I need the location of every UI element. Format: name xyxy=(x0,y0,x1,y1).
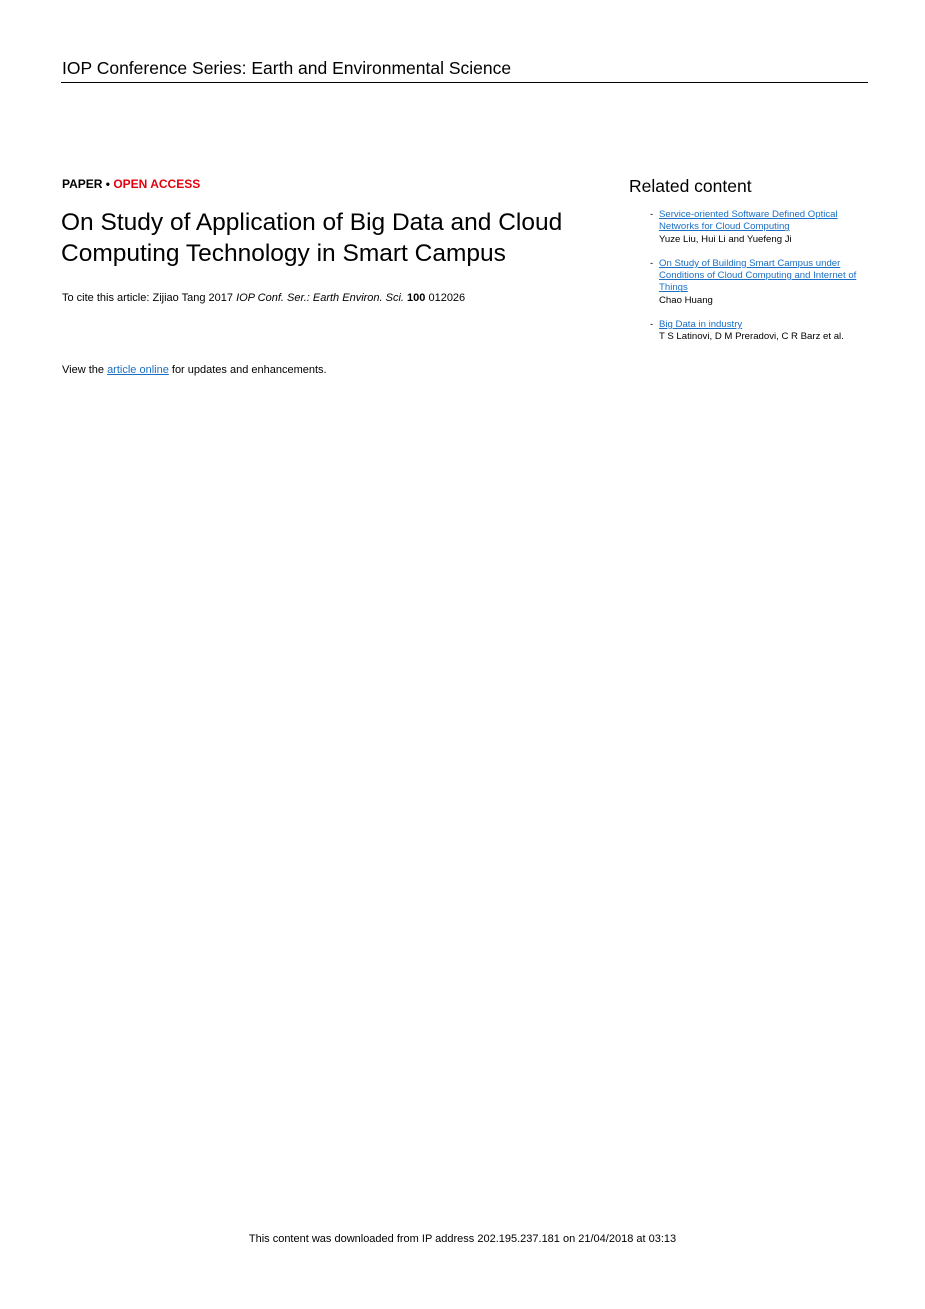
related-item xyxy=(650,258,872,307)
related-content-list xyxy=(650,209,872,356)
view-online-line xyxy=(62,363,327,377)
citation-volume: 100 xyxy=(407,292,426,304)
journal-header xyxy=(61,58,868,83)
related-item xyxy=(650,319,872,344)
label-separator: • xyxy=(102,177,114,191)
related-item-authors: Chao Huang xyxy=(659,294,713,306)
citation-article-number: 012026 xyxy=(425,292,466,304)
related-content-heading: Related content xyxy=(629,176,752,196)
citation-journal: IOP Conf. Ser.: Earth Environ. Sci. xyxy=(236,292,404,304)
view-online-suffix: for updates and enhancements. xyxy=(168,364,327,376)
related-item xyxy=(650,209,872,246)
related-item-link[interactable]: Service-oriented Software Defined Optical Networks for Cloud Computing xyxy=(659,209,838,233)
related-item-link[interactable]: Big Data in industry xyxy=(659,319,743,331)
download-footer: This content was downloaded from IP address 202.195.237.181 on 21/04/2018 at 03:13 xyxy=(248,1233,677,1245)
article-title: On Study of Application of Big Data and Cloud Computing Technology in Smart Campus xyxy=(61,209,563,267)
paper-type-label xyxy=(62,177,200,191)
related-item-authors: T S Latinovi, D M Preradovi, C R Barz et al. xyxy=(659,331,844,343)
list-dash: - xyxy=(650,209,654,220)
list-dash: - xyxy=(650,257,654,269)
citation-prefix: To cite this article: Zijiao Tang 2017 xyxy=(62,292,237,304)
view-online-prefix: View the xyxy=(62,364,108,376)
list-dash: - xyxy=(650,319,654,331)
related-item-authors: Yuze Liu, Hui Li and Yuefeng Ji xyxy=(659,233,792,245)
related-item-link[interactable]: On Study of Building Smart Campus under Conditions of Cloud Computing and Internet of Things xyxy=(659,257,857,294)
article-online-link[interactable]: article online xyxy=(107,364,169,376)
paper-type: PAPER xyxy=(62,177,103,191)
open-access-badge: OPEN ACCESS xyxy=(113,177,201,191)
journal-name: IOP Conference Series: Earth and Environmental Science xyxy=(62,58,512,78)
citation-line xyxy=(62,291,465,305)
